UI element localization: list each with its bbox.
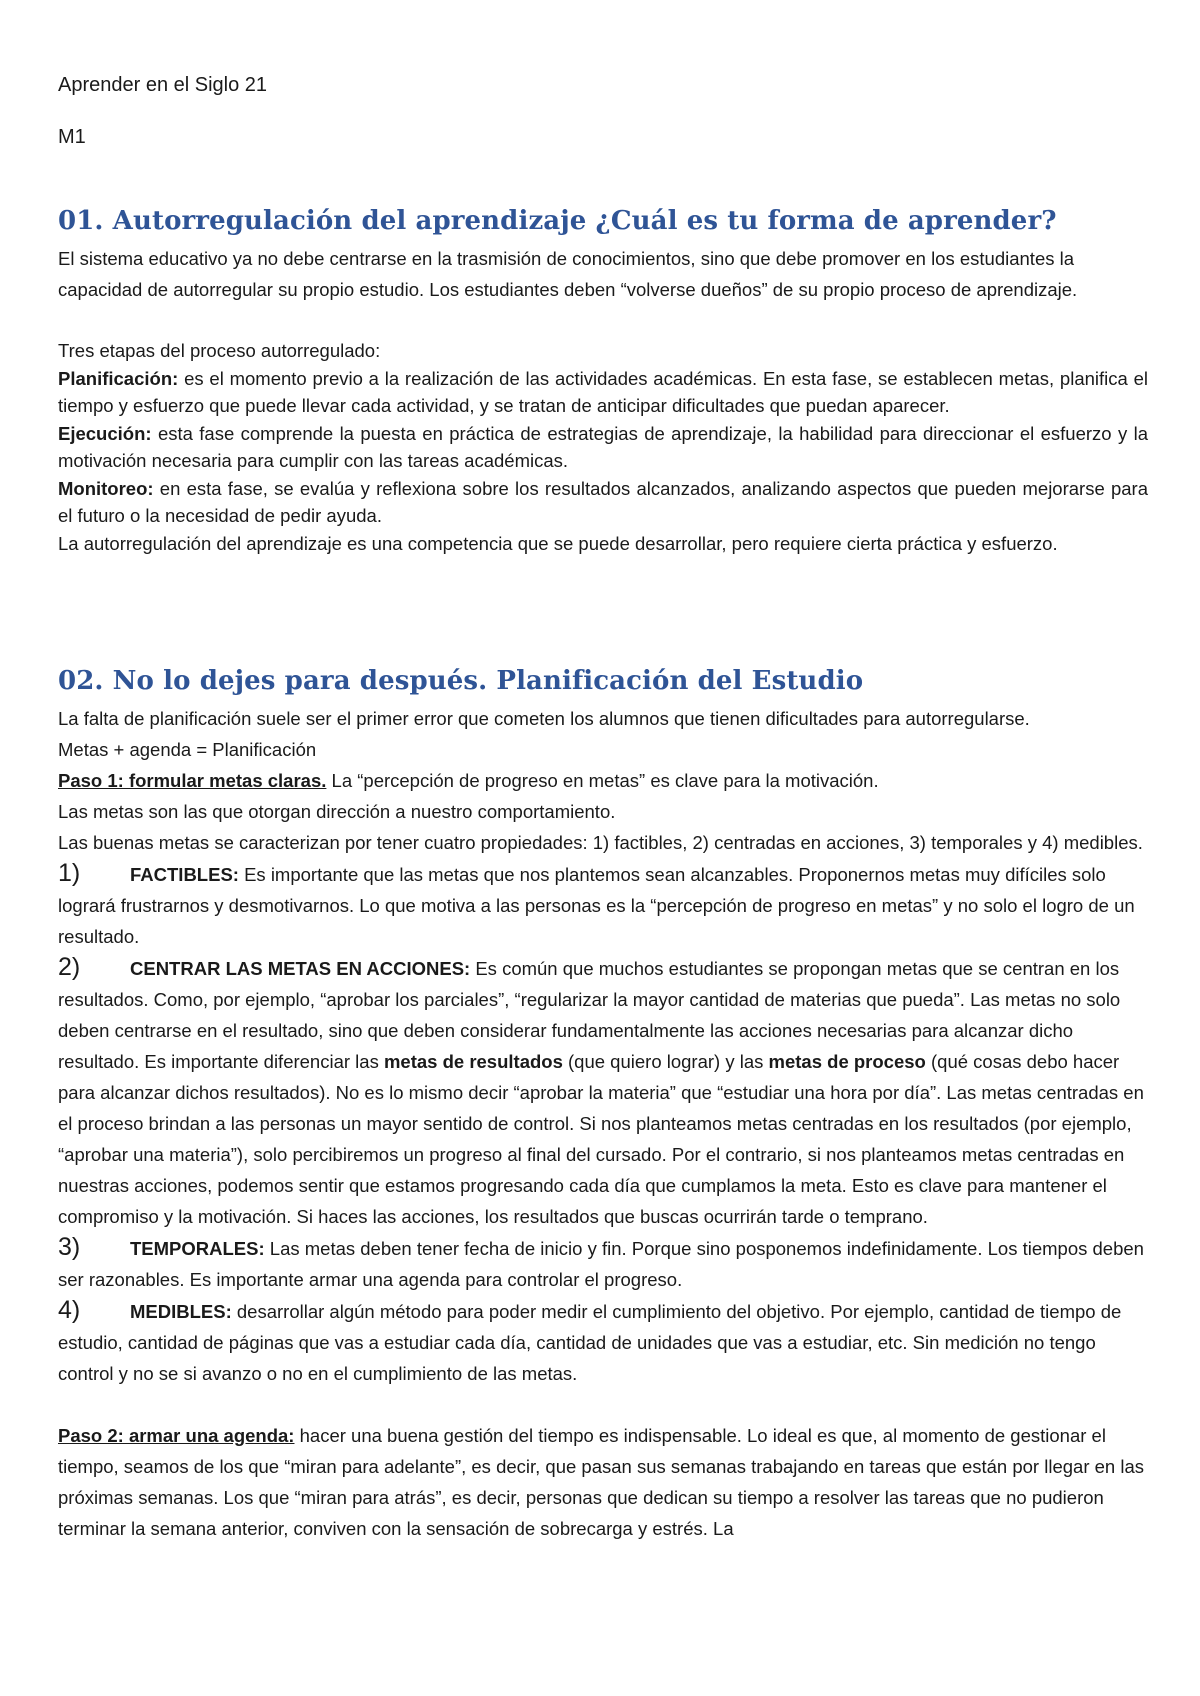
- stage-text: en esta fase, se evalúa y reflexiona sobre los resultados alcanzados, analizando aspectos que pueden mejorarse para el futuro o la necesidad de pedir ayuda.: [58, 477, 1148, 526]
- list-item-medibles: [58, 1295, 1148, 1389]
- step-2: [58, 1420, 1148, 1544]
- section-1-closing: La autorregulación del aprendizaje es una competencia que se puede desarrollar, pero requiere cierta práctica y esfuerzo.: [58, 532, 1058, 554]
- item-text: Las metas deben tener fecha de inicio y fin. Porque sino posponemos indefinidamente. Los tiempos deben ser razonables. Es importante armar una agenda para controlar el progreso.: [58, 1238, 1144, 1290]
- item-number: 3): [58, 1233, 81, 1261]
- stage-term: Monitoreo:: [58, 477, 154, 499]
- list-item-temporales: [58, 1232, 1148, 1295]
- stage-monitoreo: [58, 475, 1148, 530]
- item-number: 1): [58, 859, 81, 887]
- section-2-heading: 02. No lo dejes para después. Planificación del Estudio: [58, 666, 864, 696]
- item-bold: metas de resultados: [383, 1051, 563, 1072]
- step-1-text: La “percepción de progreso en metas” es clave para la motivación.: [326, 770, 879, 791]
- stage-text: esta fase comprende la puesta en práctica de estrategias de aprendizaje, la habilidad para direccionar el esfuerzo y la motivación necesaria para cumplir con las tareas académicas.: [58, 422, 1148, 471]
- paragraph: La falta de planificación suele ser el primer error que cometen los alumnos que tienen dificultades para autorregularse.: [58, 708, 1030, 729]
- step-2-text: hacer una buena gestión del tiempo es indispensable. Lo ideal es que, al momento de gestionar el tiempo, seamos de los que “miran para adelante”, es decir, que pasan sus semanas trabajando en tareas que están por llegar en las próximas semanas. Los que “miran para atrás”, es decir, personas que dedican su tiempo a resolver las tareas que no pudieron terminar la semana anterior, conviven con la sensación de sobrecarga y estrés. La: [58, 1425, 1144, 1539]
- step-1-label: Paso 1: formular metas claras.: [58, 770, 327, 791]
- stage-ejecucion: [58, 420, 1148, 475]
- section-1-heading: 01. Autorregulación del aprendizaje ¿Cuál es tu forma de aprender?: [58, 206, 1057, 236]
- document-subtitle: M1: [58, 126, 86, 148]
- list-item-factibles: [58, 858, 1148, 952]
- paragraph: Las buenas metas se caracterizan por tener cuatro propiedades: 1) factibles, 2) centradas en acciones, 3) temporales y 4) medibles.: [58, 832, 1143, 853]
- item-label: FACTIBLES:: [130, 864, 239, 885]
- stage-term: Planificación:: [58, 367, 179, 389]
- item-text: Es importante que las metas que nos plantemos sean alcanzables. Proponernos metas muy difíciles solo logrará frustrarnos y desmotivarnos. Lo que motiva a las personas es la “percepción de progreso en metas” y no solo el logro de un resultado.: [58, 864, 1135, 947]
- item-text: Es común que muchos estudiantes se propongan metas que se centran en los resultados. Como, por ejemplo, “aprobar los parciales”, “regularizar la mayor cantidad de materias que pueda”. Las metas no solo deben centrarse en el resultado, sino que deben considerar fundamentalmente las acciones necesarias para alcanzar dicho resultado. Es importante diferenciar las: [58, 958, 1121, 1072]
- item-label: TEMPORALES:: [130, 1238, 265, 1259]
- spacer: [58, 1389, 1148, 1420]
- section-1-stages: [58, 337, 1148, 557]
- paragraph: Metas + agenda = Planificación: [58, 739, 317, 760]
- item-label: CENTRAR LAS METAS EN ACCIONES:: [130, 958, 471, 979]
- item-text: (que quiero lograr) y las: [562, 1051, 769, 1072]
- stage-text: es el momento previo a la realización de las actividades académicas. En esta fase, se establecen metas, planifica el tiempo y esfuerzo que puede llevar cada actividad, y se tratan de anticipar dificultades que puedan aparecer.: [58, 367, 1148, 416]
- document-title: Aprender en el Siglo 21: [58, 74, 268, 96]
- item-text: desarrollar algún método para poder medir el cumplimiento del objetivo. Por ejemplo, cantidad de tiempo de estudio, cantidad de páginas que vas a estudiar cada día, cantidad de unidades que vas a estudiar, etc. Sin medición no tengo control y no se si avanzo o no en el cumplimiento de las metas.: [58, 1301, 1122, 1384]
- step-1: [58, 765, 1148, 796]
- item-number: 2): [58, 953, 81, 981]
- paragraph: Las metas son las que otorgan dirección a nuestro comportamiento.: [58, 801, 616, 822]
- stages-title: Tres etapas del proceso autorregulado:: [58, 340, 381, 361]
- step-2-label: Paso 2: armar una agenda:: [58, 1425, 295, 1446]
- item-text: (qué cosas debo hacer para alcanzar dichos resultados). No es lo mismo decir “aprobar la materia” que “estudiar una hora por día”. Las metas centradas en el proceso brindan a las personas un mayor sentido de control. Si nos planteamos metas centradas en los resultados (por ejemplo, “aprobar una materia”), solo percibiremos un progreso al final del cursado. Por el contrario, si nos planteamos metas centradas en nuestras acciones, podemos sentir que estamos progresando cada día que cumplamos la meta. Esto es clave para mantener el compromiso y la motivación. Si haces las acciones, los resultados que buscas ocurrirán tarde o temprano.: [58, 1051, 1144, 1227]
- stage-planificacion: [58, 365, 1148, 420]
- section-2-body: [58, 703, 1148, 1544]
- list-item-acciones: [58, 952, 1148, 1232]
- section-1-intro: El sistema educativo ya no debe centrarse en la trasmisión de conocimientos, sino que debe promover en los estudiantes la capacidad de autorregular su propio estudio. Los estudiantes deben “volverse dueños” de su propio proceso de aprendizaje.: [58, 248, 1078, 300]
- stage-term: Ejecución:: [58, 422, 152, 444]
- item-bold: metas de proceso: [768, 1051, 926, 1072]
- item-number: 4): [58, 1296, 81, 1324]
- item-label: MEDIBLES:: [130, 1301, 232, 1322]
